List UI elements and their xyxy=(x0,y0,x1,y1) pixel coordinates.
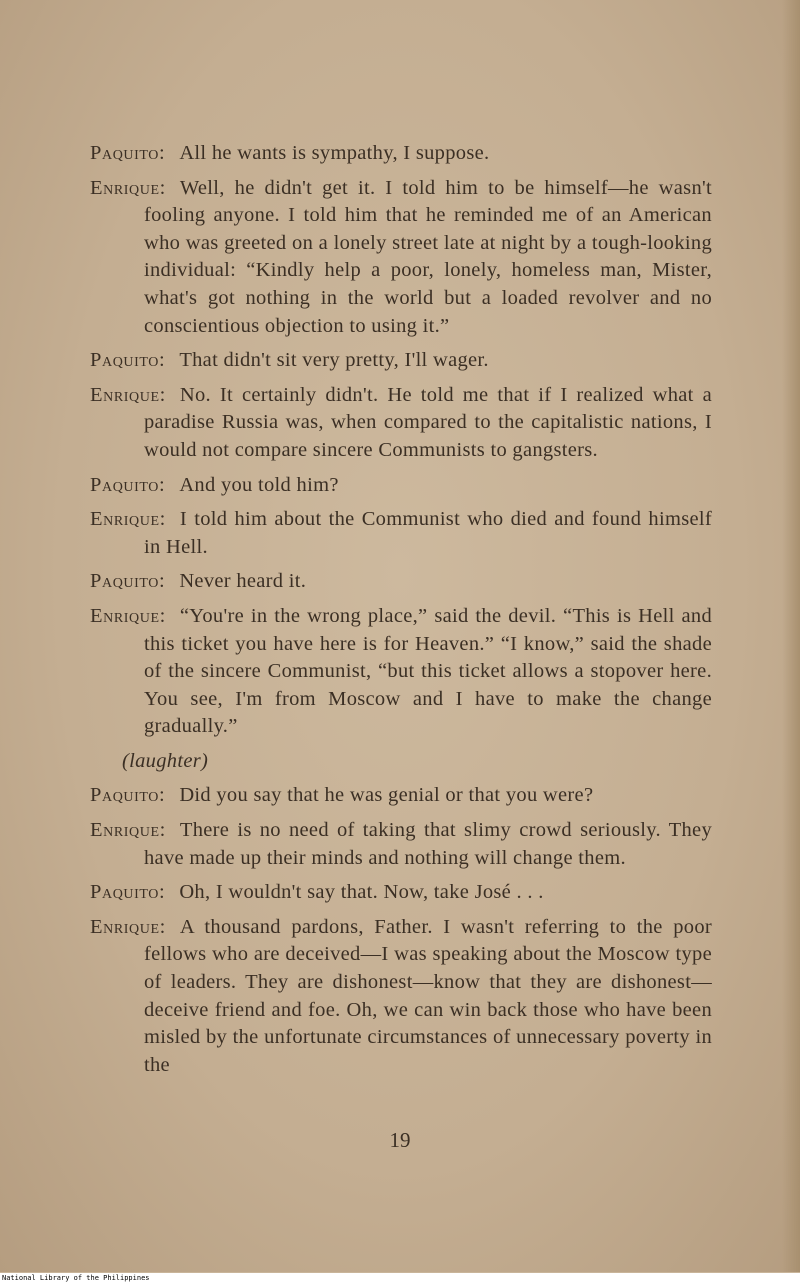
speaker-name: Enrique: xyxy=(90,383,166,406)
line-text: Well, he didn't get it. I told him to be himself—he wasn't fooling anyone. I told him that he reminded me of an American who was greeted on a lonely street late at night by a tough-looking individual: “Kindly help a poor, lonely, homeless man, Mister, what's got nothing in the world but a loaded revolver and no conscientious objection to using it.” xyxy=(144,176,712,337)
speaker-name: Paquito: xyxy=(90,142,166,164)
line-text: That didn't sit very pretty, I'll wager. xyxy=(179,349,489,372)
line-text: Oh, I wouldn't say that. Now, take José . . . xyxy=(179,881,544,904)
speaker-name: Enrique: xyxy=(90,508,166,531)
page-number: 19 xyxy=(389,1128,411,1152)
line-text: No. It certainly didn't. He told me that if I realized what a paradise Russia was, when compared to the capitalistic nations, I would not compare sincere Communists to gangsters. xyxy=(144,383,712,461)
speaker-name: Paquito: xyxy=(90,349,166,372)
line-text: There is no need of taking that slimy crowd seriously. They have made up their minds and nothing will change them. xyxy=(144,819,712,869)
speaker-name: Enrique: xyxy=(90,604,166,627)
dialogue-line xyxy=(90,347,712,375)
dialogue-line xyxy=(90,382,712,465)
dialogue-line xyxy=(90,175,712,341)
dialogue-line xyxy=(90,140,712,168)
line-text: A thousand pardons, Father. I wasn't referring to the poor fellows who are deceived—I was speaking about the Moscow type of leaders. They are dishonest—know that they are dishonest—deceive friend and foe. Oh, we can win back those who have been misled by the unfortunate circumstances of unnecessary poverty in the xyxy=(144,915,712,1076)
dialogue-line xyxy=(90,782,712,810)
stage-direction: (laughter) xyxy=(122,749,209,772)
dialogue-line xyxy=(90,603,712,741)
speaker-name: Paquito: xyxy=(90,473,166,496)
speaker-name: Enrique: xyxy=(90,915,166,938)
line-text: And you told him? xyxy=(179,473,339,496)
line-text: Never heard it. xyxy=(179,570,307,593)
line-text: “You're in the wrong place,” said the devil. “This is Hell and this ticket you have here is for Heaven.” “I know,” said the shade of the sincere Communist, “but this ticket allows a stopover here. You see, I'm from Moscow and I have to make the change gradually.” xyxy=(144,604,712,738)
line-text: I told him about the Communist who died and found himself in Hell. xyxy=(144,508,712,558)
library-credit: National Library of the Philippines xyxy=(0,1273,800,1283)
speaker-name: Paquito: xyxy=(90,570,166,593)
page-edge-shadow xyxy=(782,0,800,1272)
speaker-name: Paquito: xyxy=(90,784,166,807)
line-text: All he wants is sympathy, I suppose. xyxy=(179,142,490,164)
speaker-name: Enrique: xyxy=(90,176,166,199)
dialogue-line xyxy=(90,472,712,500)
speaker-name: Enrique: xyxy=(90,819,166,842)
dialogue-text xyxy=(90,140,712,1086)
dialogue-line xyxy=(90,914,712,1080)
dialogue-line xyxy=(90,879,712,907)
speaker-name: Paquito: xyxy=(90,881,166,904)
dialogue-line xyxy=(90,568,712,596)
dialogue-line xyxy=(90,506,712,561)
line-text: Did you say that he was genial or that you were? xyxy=(179,784,594,807)
dialogue-line xyxy=(90,817,712,872)
